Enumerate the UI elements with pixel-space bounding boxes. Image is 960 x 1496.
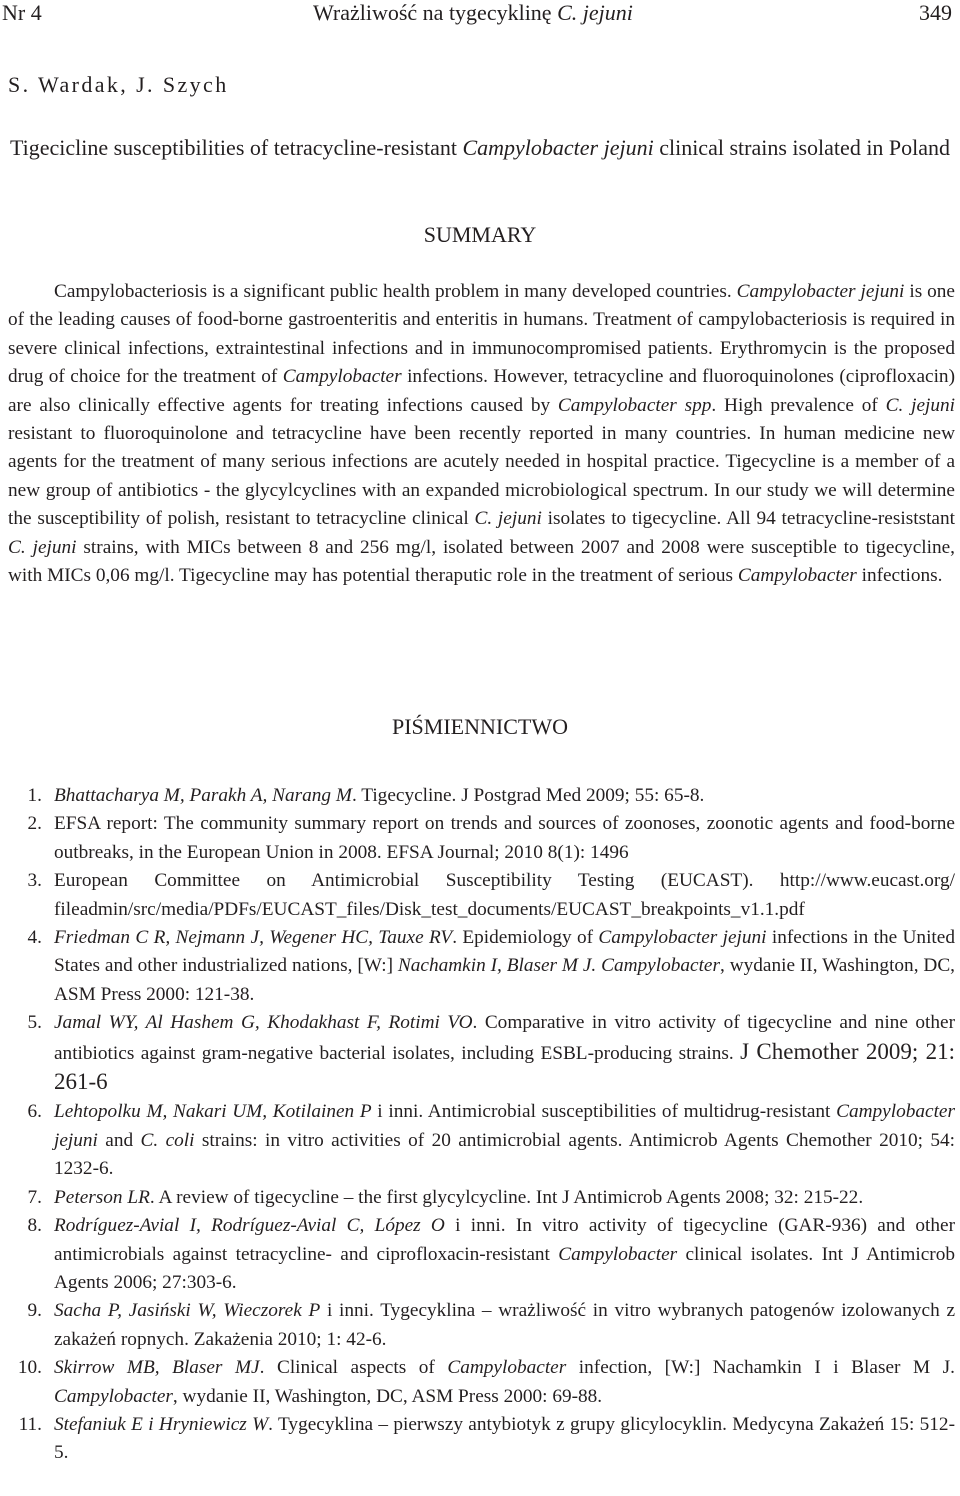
reference-item <box>8 924 955 1009</box>
reference-number: 2. <box>27 813 42 835</box>
italic-run: C. jejuni <box>885 394 955 416</box>
text-run: . Epidemiology of <box>452 927 599 949</box>
reference-item <box>8 1411 955 1468</box>
italic-run: Friedman C R, Nejmann J, Wegener HC, Tauxe RV <box>54 927 453 949</box>
text-run: , wydanie II, Washington, DC, ASM Press 2000: 121-38. <box>54 955 956 1005</box>
text-run: i inni. In vitro activity of tigecycline (GAR-936) and other antimicrobials against tetracycline- and ciprofloxacin-resistant <box>54 1215 956 1265</box>
running-header <box>0 0 960 30</box>
reference-item <box>8 1354 955 1411</box>
italic-run: Rodríguez-Avial I, Rodríguez-Avial C, López O <box>54 1215 445 1237</box>
text-run: . Comparative in vitro activity of tigecycline and nine other antibiotics against gram-negative bacterial isolates, including ESBL-producing strains. <box>54 1012 955 1064</box>
italic-run: Sacha P, Jasiński W, Wieczorek P <box>54 1300 321 1322</box>
text-run: is one of the leading causes of food-borne gastroenteritis and enteritis in humans. Treatment of campylobacteriosis is required in severe clinical infections, extraintestinal infections and in immunocompromised patients. Erythromycin is the proposed drug of choice for the treatment of <box>8 281 955 388</box>
text-run: EFSA report: The community summary report on trends and sources of zoonoses, zoonotic agents and food-borne outbreaks, in the European Union in 2008. EFSA Journal; 2010 8(1): 1496 <box>54 813 955 863</box>
italic-run: Bhattacharya M, Parakh A, Narang M <box>54 785 352 806</box>
italic-run: C. jejuni <box>8 536 77 558</box>
text-run: . Tigecycline. J Postgrad Med 2009; 55: 65-8. <box>351 785 705 806</box>
italic-run: Campylobacter spp <box>557 394 712 416</box>
text-run: infections. <box>856 565 943 587</box>
italic-run: Campylobacter <box>54 1385 173 1407</box>
italic-run: C. jejuni <box>474 508 542 530</box>
italic-run: Stefaniuk E i Hryniewicz W <box>54 1413 269 1435</box>
italic-run: Peterson LR <box>54 1186 150 1208</box>
reference-item <box>8 1009 955 1098</box>
reference-number: 5. <box>27 1012 42 1034</box>
text-run: strains: in vitro activities of 20 antimicrobial agents. Antimicrob Agents Chemother 2010; 54: 1232-6. <box>54 1129 956 1180</box>
italic-run: Campylobacter <box>447 1357 567 1379</box>
text-run: . A review of tigecycline – the first glycylcycline. Int J Antimicrob Agents 2008; 32: 215-22. <box>149 1186 864 1208</box>
text-run: . Clinical aspects of <box>259 1357 448 1379</box>
text-run: . Tygecyklina – pierwszy antybiotyk z grupy glicylocyklin. Medycyna Zakażeń 15: 512-5. <box>54 1413 955 1464</box>
italic-run: Skirrow MB, Blaser MJ <box>54 1357 260 1379</box>
reference-number: 9. <box>27 1300 42 1322</box>
authors: S. Wardak, J. Szych <box>8 72 229 97</box>
reference-item <box>8 1184 955 1212</box>
italic-run: Campylobacter jejuni <box>736 281 905 302</box>
italic-run: Campylobacter <box>737 565 857 587</box>
text-run: . High prevalence of <box>711 394 886 416</box>
reference-item <box>8 1098 955 1183</box>
abstract-paragraph <box>8 278 955 590</box>
text-run: infection, [W:] Nachamkin I i Blaser M J. <box>566 1357 955 1379</box>
running-title-italic: C. jejuni <box>557 0 633 25</box>
reference-item <box>8 810 955 867</box>
text-run: clinical isolates. Int J Antimicrob Agents 2006; 27:303-6. <box>54 1243 955 1293</box>
text-run: J Chemother 2009; 21: 261-6 <box>54 1038 955 1095</box>
text-run: infections in the United States and other industrialized nations, [W:] <box>54 927 955 977</box>
reference-number: 7. <box>27 1186 42 1208</box>
text-run: infections. However, tetracycline and fluoroquinolones (ciprofloxacin) are also clinically effective agents for treating infections caused by <box>8 366 955 416</box>
article-title <box>8 131 952 164</box>
italic-run: Nachamkin I, Blaser M J. Campylobacter <box>397 955 720 977</box>
journal-issue: Nr 4 <box>2 0 42 25</box>
summary-heading: SUMMARY <box>423 222 537 247</box>
reference-item <box>8 782 955 810</box>
article-title-part2: clinical strains isolated in Poland <box>659 135 951 160</box>
italic-run: Campylobacter <box>558 1243 678 1265</box>
reference-number: 11. <box>18 1413 42 1435</box>
italic-run: Campylobacter <box>282 366 402 388</box>
text-run: i inni. Antimicrobial susceptibilities of multidrug-resistant <box>371 1101 837 1123</box>
reference-item <box>8 1212 955 1297</box>
page-number: 349 <box>919 0 952 25</box>
reference-item <box>8 867 955 924</box>
text-run: and <box>97 1129 141 1151</box>
italic-run: C. coli <box>140 1129 195 1151</box>
reference-number: 3. <box>27 870 42 892</box>
text-run: strains, with MICs between 8 and 256 mg/l, isolated between 2007 and 2008 were susceptible to tigecycline, with MICs 0,06 mg/l. Tigecycline may has potential theraputic role in the treatment of serious <box>8 536 955 587</box>
text-run: isolates to tigecycline. All 94 tetracycline-resiststant <box>541 508 955 530</box>
text-run: , wydanie II, Washington, DC, ASM Press 2000: 69-88. <box>172 1385 603 1407</box>
text-run: resistant to fluoroquinolone and tetracycline have been recently reported in many countries. In human medicine new agents for the treatment of many serious infections are acutely needed in hospital practice. Tigecycline is a member of a new group of antibiotics - the glycylcyclines with an expanded microbiological spectrum. In our study we will determine the susceptibility of polish, resistant to tetracycline clinical <box>8 423 955 530</box>
reference-number: 10. <box>17 1357 42 1379</box>
article-title-part1: Tigecicline susceptibilities of tetracycline-resistant <box>9 135 457 160</box>
article-title-italic: Campylobacter jejuni <box>462 135 654 160</box>
references-heading: PIŚMIENNICTWO <box>392 714 568 739</box>
italic-run: Campylobacter jejuni <box>598 927 767 949</box>
text-run: Campylobacteriosis is a significant public health problem in many developed countries. <box>54 281 737 302</box>
text-run: i inni. Tygecyklina – wrażliwość in vitro wybranych patogenów izolowanych z zakażeń ropnych. Zakażenia 2010; 1: 42-6. <box>54 1300 956 1350</box>
reference-item <box>8 1297 955 1354</box>
text-run: European Committee on Antimicrobial Susceptibility Testing (EUCAST). http://www.eucast.org/ fileadmin/src/media/PDFs/EUCAST_files/Disk_test_documents/EUCAST_breakpoints_v1.1.pdf <box>54 870 955 920</box>
running-title-text: Wrażliwość na tygecyklinę <box>313 0 552 25</box>
reference-number: 8. <box>27 1215 42 1237</box>
references-list <box>8 782 955 1468</box>
running-title <box>313 0 633 26</box>
italic-run: Jamal WY, Al Hashem G, Khodakhast F, Rotimi VO <box>54 1012 473 1034</box>
reference-number: 4. <box>27 927 42 949</box>
italic-run: Lehtopolku M, Nakari UM, Kotilainen P <box>54 1101 372 1123</box>
italic-run: Campylobacter jejuni <box>54 1101 955 1151</box>
reference-number: 1. <box>27 785 42 806</box>
reference-number: 6. <box>27 1101 42 1123</box>
